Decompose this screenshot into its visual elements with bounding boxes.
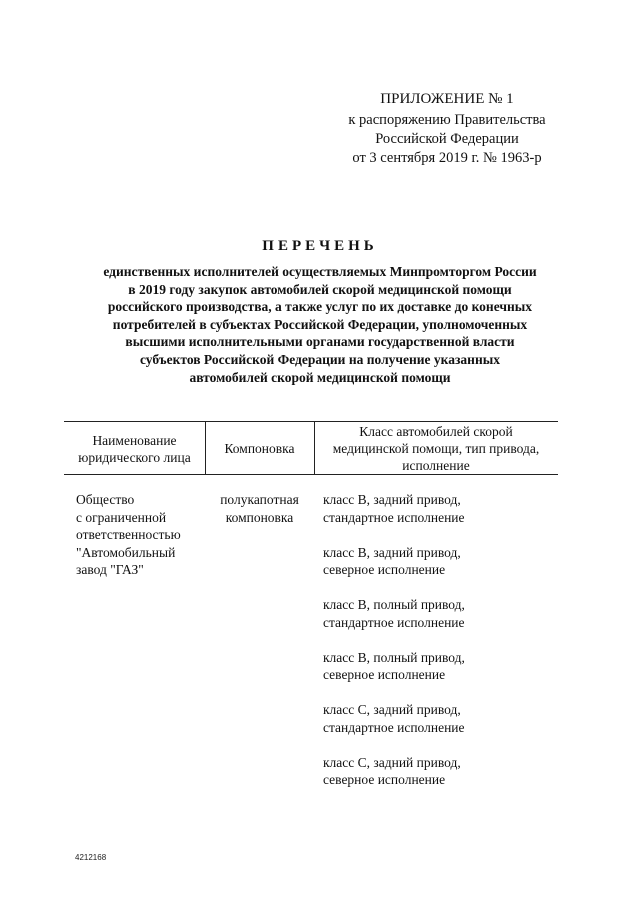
cell-line: с ограниченной xyxy=(76,509,167,525)
appendix-title: ПРИЛОЖЕНИЕ № 1 xyxy=(380,91,514,107)
subtitle-line: высшими исполнительными органами государственной власти xyxy=(125,334,515,350)
header-line: юридического лица xyxy=(78,450,191,465)
class-item xyxy=(323,701,553,754)
class-item xyxy=(323,649,553,702)
class-line: северное исполнение xyxy=(323,667,446,682)
class-item xyxy=(323,754,553,807)
appendix-header xyxy=(332,90,562,168)
cell-line: завод "ГАЗ" xyxy=(76,562,144,577)
subtitle-line: единственных исполнителей осуществляемых Минпромторгом России xyxy=(103,264,537,279)
table-cell-entity-name xyxy=(76,491,181,579)
class-line: класс В, полный привод, xyxy=(323,649,465,665)
cell-line: полукапотная xyxy=(220,492,299,507)
column-header-class xyxy=(314,423,558,474)
document-title: ПЕРЕЧЕНЬ xyxy=(262,238,378,254)
subtitle-line: в 2019 году закупок автомобилей скорой медицинской помощи xyxy=(128,281,512,297)
cell-line: Общество xyxy=(76,492,135,507)
class-line: класс В, полный привод, xyxy=(323,597,465,612)
class-line: класс С, задний привод, xyxy=(323,754,461,770)
class-item xyxy=(323,596,553,649)
header-line: Класс автомобилей скорой xyxy=(359,424,513,439)
document-subtitle xyxy=(50,263,590,386)
appendix-line: Российской Федерации xyxy=(375,131,519,147)
appendix-line: от 3 сентября 2019 г. № 1963-р xyxy=(352,150,542,166)
class-line: класс В, задний привод, xyxy=(323,492,461,507)
class-item xyxy=(323,491,553,544)
subtitle-line: потребителей в субъектах Российской Федерации, уполномоченных xyxy=(112,316,528,332)
cell-line: ответственностью xyxy=(76,527,181,542)
subtitle-line: автомобилей скорой медицинской помощи xyxy=(189,369,451,385)
cell-line: "Автомобильный xyxy=(76,544,176,560)
class-line: стандартное исполнение xyxy=(323,509,465,525)
header-line: медицинской помощи, тип привода, xyxy=(332,441,540,456)
table-cell-classes xyxy=(323,491,553,806)
column-header-name xyxy=(64,432,205,466)
document-code: 4212168 xyxy=(75,853,107,862)
table-top-border xyxy=(64,421,558,422)
table-header-border xyxy=(64,474,558,475)
class-line: стандартное исполнение xyxy=(323,614,465,630)
class-line: северное исполнение xyxy=(323,772,446,787)
class-item xyxy=(323,544,553,597)
appendix-line: к распоряжению Правительства xyxy=(348,112,546,128)
class-line: стандартное исполнение xyxy=(323,719,465,735)
cell-line: компоновка xyxy=(225,509,294,525)
column-header-layout xyxy=(205,440,314,457)
header-line: Наименование xyxy=(92,433,177,448)
subtitle-line: субъектов Российской Федерации на получение указанных xyxy=(139,351,501,367)
header-line: Компоновка xyxy=(224,441,295,456)
table-cell-layout xyxy=(205,491,314,526)
header-line: исполнение xyxy=(402,458,470,473)
class-line: класс С, задний привод, xyxy=(323,702,461,717)
class-line: класс В, задний привод, xyxy=(323,544,461,560)
subtitle-line: российского производства, а также услуг по их доставке до конечных xyxy=(107,299,533,315)
class-line: северное исполнение xyxy=(323,562,446,577)
